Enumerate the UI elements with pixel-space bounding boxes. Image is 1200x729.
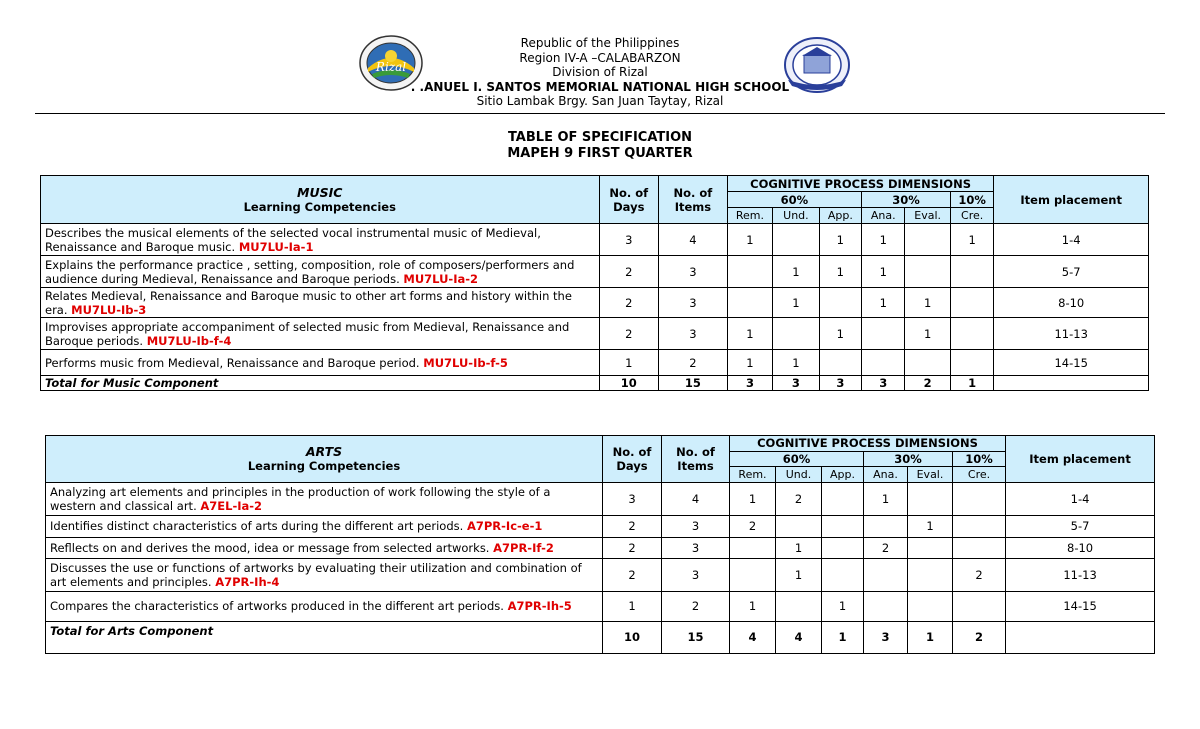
cognitive-dimensions-header: COGNITIVE PROCESS DIMENSIONS <box>727 176 994 192</box>
competency-cell <box>41 318 600 350</box>
days-cell: 1 <box>603 591 662 621</box>
competency-text: Compares the characteristics of artworks produced in the different art periods. <box>50 599 508 614</box>
competency-header <box>41 176 600 224</box>
competency-cell <box>46 482 603 515</box>
days-cell: 2 <box>599 318 659 350</box>
app-cell <box>822 482 864 515</box>
cre-cell <box>950 350 993 376</box>
und-cell <box>776 515 822 537</box>
ana-cell <box>864 591 908 621</box>
competency-cell <box>41 224 600 256</box>
eval-cell <box>905 350 950 376</box>
table-row <box>46 515 1155 537</box>
level-ana: Ana. <box>864 467 908 483</box>
eval-cell: 1 <box>905 318 950 350</box>
competency-cell <box>46 591 603 621</box>
placement-cell: 11-13 <box>994 318 1149 350</box>
total-days-cell: 10 <box>599 376 659 391</box>
total-label: Total for Music Component <box>41 376 600 391</box>
und-cell: 1 <box>776 537 822 558</box>
items-header: No. of Items <box>662 436 730 483</box>
placement-cell: 5-7 <box>1006 515 1155 537</box>
app-cell <box>822 558 864 591</box>
eval-cell: 1 <box>908 515 953 537</box>
placement-cell: 11-13 <box>1006 558 1155 591</box>
rem-cell: 1 <box>730 482 776 515</box>
total-placement-cell <box>994 376 1149 391</box>
days-header: No. of Days <box>603 436 662 483</box>
items-cell: 3 <box>659 256 728 288</box>
items-cell: 3 <box>662 537 730 558</box>
placement-cell: 8-10 <box>1006 537 1155 558</box>
letterhead <box>0 36 1200 109</box>
cre-cell <box>953 482 1006 515</box>
items-cell: 2 <box>662 591 730 621</box>
total-label: Total for Arts Component <box>46 621 603 653</box>
ana-cell: 1 <box>864 482 908 515</box>
level-und: Und. <box>773 208 819 224</box>
days-cell: 3 <box>603 482 662 515</box>
table-row <box>41 224 1149 256</box>
school-address: Sitio Lambak Brgy. San Juan Taytay, Rizal <box>476 94 724 108</box>
rem-cell <box>727 288 772 318</box>
cre-cell <box>953 537 1006 558</box>
app-cell <box>822 537 864 558</box>
total-days-cell: 10 <box>603 621 662 653</box>
table-row <box>46 591 1155 621</box>
eval-cell <box>905 256 950 288</box>
total-app-cell: 3 <box>819 376 861 391</box>
competency-text: Improvises appropriate accompaniment of selected music from Medieval, Renaissance and Baroque periods. <box>45 319 570 348</box>
items-cell: 3 <box>659 318 728 350</box>
total-ana-cell: 3 <box>864 621 908 653</box>
level-cre: Cre. <box>953 467 1006 483</box>
total-placement-cell <box>1006 621 1155 653</box>
days-cell: 2 <box>603 515 662 537</box>
rem-cell: 1 <box>727 318 772 350</box>
rem-cell <box>730 558 776 591</box>
table-row <box>46 482 1155 515</box>
app-cell: 1 <box>819 256 861 288</box>
competency-code: MU7LU-Ia-1 <box>238 239 314 254</box>
svg-text:Rizal: Rizal <box>375 60 407 74</box>
level-rem: Rem. <box>727 208 772 224</box>
rem-cell: 1 <box>727 350 772 376</box>
total-row <box>41 376 1149 391</box>
competency-text: Refllects on and derives the mood, idea or message from selected artworks. <box>50 540 494 555</box>
total-rem-cell: 3 <box>727 376 772 391</box>
level-cre: Cre. <box>950 208 993 224</box>
cre-cell <box>953 591 1006 621</box>
competency-text: Explains the performance practice , setting, composition, role of composers/performers and audience during Medieval, Renaissance and Baroque periods. <box>45 257 575 286</box>
table-row <box>46 537 1155 558</box>
ana-cell: 2 <box>864 537 908 558</box>
header-divider <box>35 113 1165 114</box>
items-cell: 2 <box>659 350 728 376</box>
level-app: App. <box>822 467 864 483</box>
competency-code: A7PR-If-2 <box>493 540 554 555</box>
app-cell <box>819 350 861 376</box>
app-cell: 1 <box>819 318 861 350</box>
level-app: App. <box>819 208 861 224</box>
header-row <box>46 436 1155 452</box>
app-cell: 1 <box>822 591 864 621</box>
competency-text: Analyzing art elements and principles in the production of work following the style of a western and classical art. <box>50 484 551 513</box>
ana-cell <box>862 318 905 350</box>
days-cell: 2 <box>599 256 659 288</box>
rem-cell: 2 <box>730 515 776 537</box>
total-und-cell: 3 <box>773 376 819 391</box>
eval-cell <box>905 224 950 256</box>
competency-code: A7PR-Ih-4 <box>215 574 280 589</box>
eval-cell <box>908 558 953 591</box>
competency-cell <box>46 515 603 537</box>
app-cell <box>822 515 864 537</box>
competency-code: A7EL-Ia-2 <box>200 498 263 513</box>
eval-cell <box>908 537 953 558</box>
total-items-cell: 15 <box>662 621 730 653</box>
competency-header <box>46 436 603 483</box>
days-header: No. of Days <box>599 176 659 224</box>
competency-text: Performs music from Medieval, Renaissance and Baroque period. <box>45 355 424 370</box>
ana-cell: 1 <box>862 224 905 256</box>
competency-code: MU7LU-Ia-2 <box>403 271 479 286</box>
rem-cell: 1 <box>730 591 776 621</box>
items-header: No. of Items <box>659 176 728 224</box>
total-items-cell: 15 <box>659 376 728 391</box>
total-eval-cell: 2 <box>905 376 950 391</box>
placement-cell: 14-15 <box>1006 591 1155 621</box>
competency-text: Describes the musical elements of the selected vocal instrumental music of Medieval, Renaissance and Baroque music. <box>45 225 541 254</box>
rem-cell <box>727 256 772 288</box>
placement-cell: 1-4 <box>1006 482 1155 515</box>
und-cell: 1 <box>773 350 819 376</box>
app-cell <box>819 288 861 318</box>
und-cell: 1 <box>773 256 819 288</box>
subject-name: ARTS <box>305 444 343 460</box>
table-row <box>41 350 1149 376</box>
level-eval: Eval. <box>905 208 950 224</box>
arts-specification-table <box>45 435 1155 654</box>
percent-10: 10% <box>953 451 1006 467</box>
items-cell: 4 <box>662 482 730 515</box>
total-eval-cell: 1 <box>908 621 953 653</box>
cre-cell <box>950 256 993 288</box>
table-row <box>41 318 1149 350</box>
ana-cell <box>864 515 908 537</box>
ana-cell <box>862 350 905 376</box>
placement-cell: 5-7 <box>994 256 1149 288</box>
competency-label: Learning Competencies <box>243 200 396 214</box>
ana-cell <box>864 558 908 591</box>
und-cell <box>773 318 819 350</box>
und-cell: 1 <box>776 558 822 591</box>
competency-text: Identifies distinct characteristics of arts during the different art periods. <box>50 519 467 534</box>
total-cre-cell: 2 <box>953 621 1006 653</box>
competency-text: Discusses the use or functions of artworks by evaluating their utilization and combination of art elements and principles. <box>50 560 582 589</box>
competency-cell <box>41 350 600 376</box>
total-row <box>46 621 1155 653</box>
percent-10: 10% <box>950 192 993 208</box>
eval-cell <box>908 591 953 621</box>
title-line-1: TABLE OF SPECIFICATION <box>507 130 693 145</box>
table-row <box>41 288 1149 318</box>
app-cell: 1 <box>819 224 861 256</box>
level-und: Und. <box>776 467 822 483</box>
rem-cell: 1 <box>727 224 772 256</box>
item-placement-header: Item placement <box>994 176 1149 224</box>
rem-cell <box>730 537 776 558</box>
division-line: Division of Rizal <box>552 65 648 79</box>
title-line-2: MAPEH 9 FIRST QUARTER <box>507 145 693 161</box>
days-cell: 1 <box>599 350 659 376</box>
competency-label: Learning Competencies <box>247 459 401 474</box>
ana-cell: 1 <box>862 256 905 288</box>
percent-30: 30% <box>864 451 953 467</box>
cre-cell <box>950 318 993 350</box>
competency-code: A7PR-Ih-5 <box>507 599 572 614</box>
subject-name: MUSIC <box>297 185 343 200</box>
music-specification-table <box>40 175 1149 391</box>
total-rem-cell: 4 <box>730 621 776 653</box>
competency-cell <box>41 288 600 318</box>
level-ana: Ana. <box>862 208 905 224</box>
document-title <box>0 130 1200 161</box>
percent-60: 60% <box>727 192 861 208</box>
eval-cell <box>908 482 953 515</box>
placement-cell: 8-10 <box>994 288 1149 318</box>
level-rem: Rem. <box>730 467 776 483</box>
items-cell: 3 <box>662 515 730 537</box>
cre-cell <box>950 288 993 318</box>
days-cell: 2 <box>603 537 662 558</box>
und-cell: 2 <box>776 482 822 515</box>
placement-cell: 14-15 <box>994 350 1149 376</box>
competency-code: MU7LU-Ib-f-5 <box>423 355 508 370</box>
header-row <box>41 176 1149 192</box>
region-line: Region IV-A –CALABARZON <box>519 50 681 65</box>
table-row <box>41 256 1149 288</box>
days-cell: 2 <box>599 288 659 318</box>
total-und-cell: 4 <box>776 621 822 653</box>
competency-cell <box>46 537 603 558</box>
total-app-cell: 1 <box>822 621 864 653</box>
cre-cell: 1 <box>950 224 993 256</box>
percent-30: 30% <box>862 192 951 208</box>
eval-cell: 1 <box>905 288 950 318</box>
competency-cell <box>41 256 600 288</box>
school-name: . .ANUEL I. SANTOS MEMORIAL NATIONAL HIGH SCHOOL <box>410 79 790 94</box>
cognitive-dimensions-header: COGNITIVE PROCESS DIMENSIONS <box>730 436 1006 452</box>
competency-text: Relates Medieval, Renaissance and Baroque music to other art forms and history within the era. <box>45 288 572 317</box>
und-cell: 1 <box>773 288 819 318</box>
level-eval: Eval. <box>908 467 953 483</box>
cre-cell <box>953 515 1006 537</box>
items-cell: 3 <box>662 558 730 591</box>
republic-line: Republic of the Philippines <box>520 36 680 50</box>
items-cell: 4 <box>659 224 728 256</box>
total-cre-cell: 1 <box>950 376 993 391</box>
days-cell: 3 <box>599 224 659 256</box>
percent-60: 60% <box>730 451 864 467</box>
cre-cell: 2 <box>953 558 1006 591</box>
competency-cell <box>46 558 603 591</box>
item-placement-header: Item placement <box>1006 436 1155 483</box>
table-row <box>46 558 1155 591</box>
items-cell: 3 <box>659 288 728 318</box>
total-ana-cell: 3 <box>862 376 905 391</box>
und-cell <box>773 224 819 256</box>
competency-code: A7PR-Ic-e-1 <box>466 519 543 534</box>
competency-code: MU7LU-Ib-3 <box>71 302 147 317</box>
placement-cell: 1-4 <box>994 224 1149 256</box>
competency-code: MU7LU-Ib-f-4 <box>146 333 232 348</box>
ana-cell: 1 <box>862 288 905 318</box>
days-cell: 2 <box>603 558 662 591</box>
und-cell <box>776 591 822 621</box>
